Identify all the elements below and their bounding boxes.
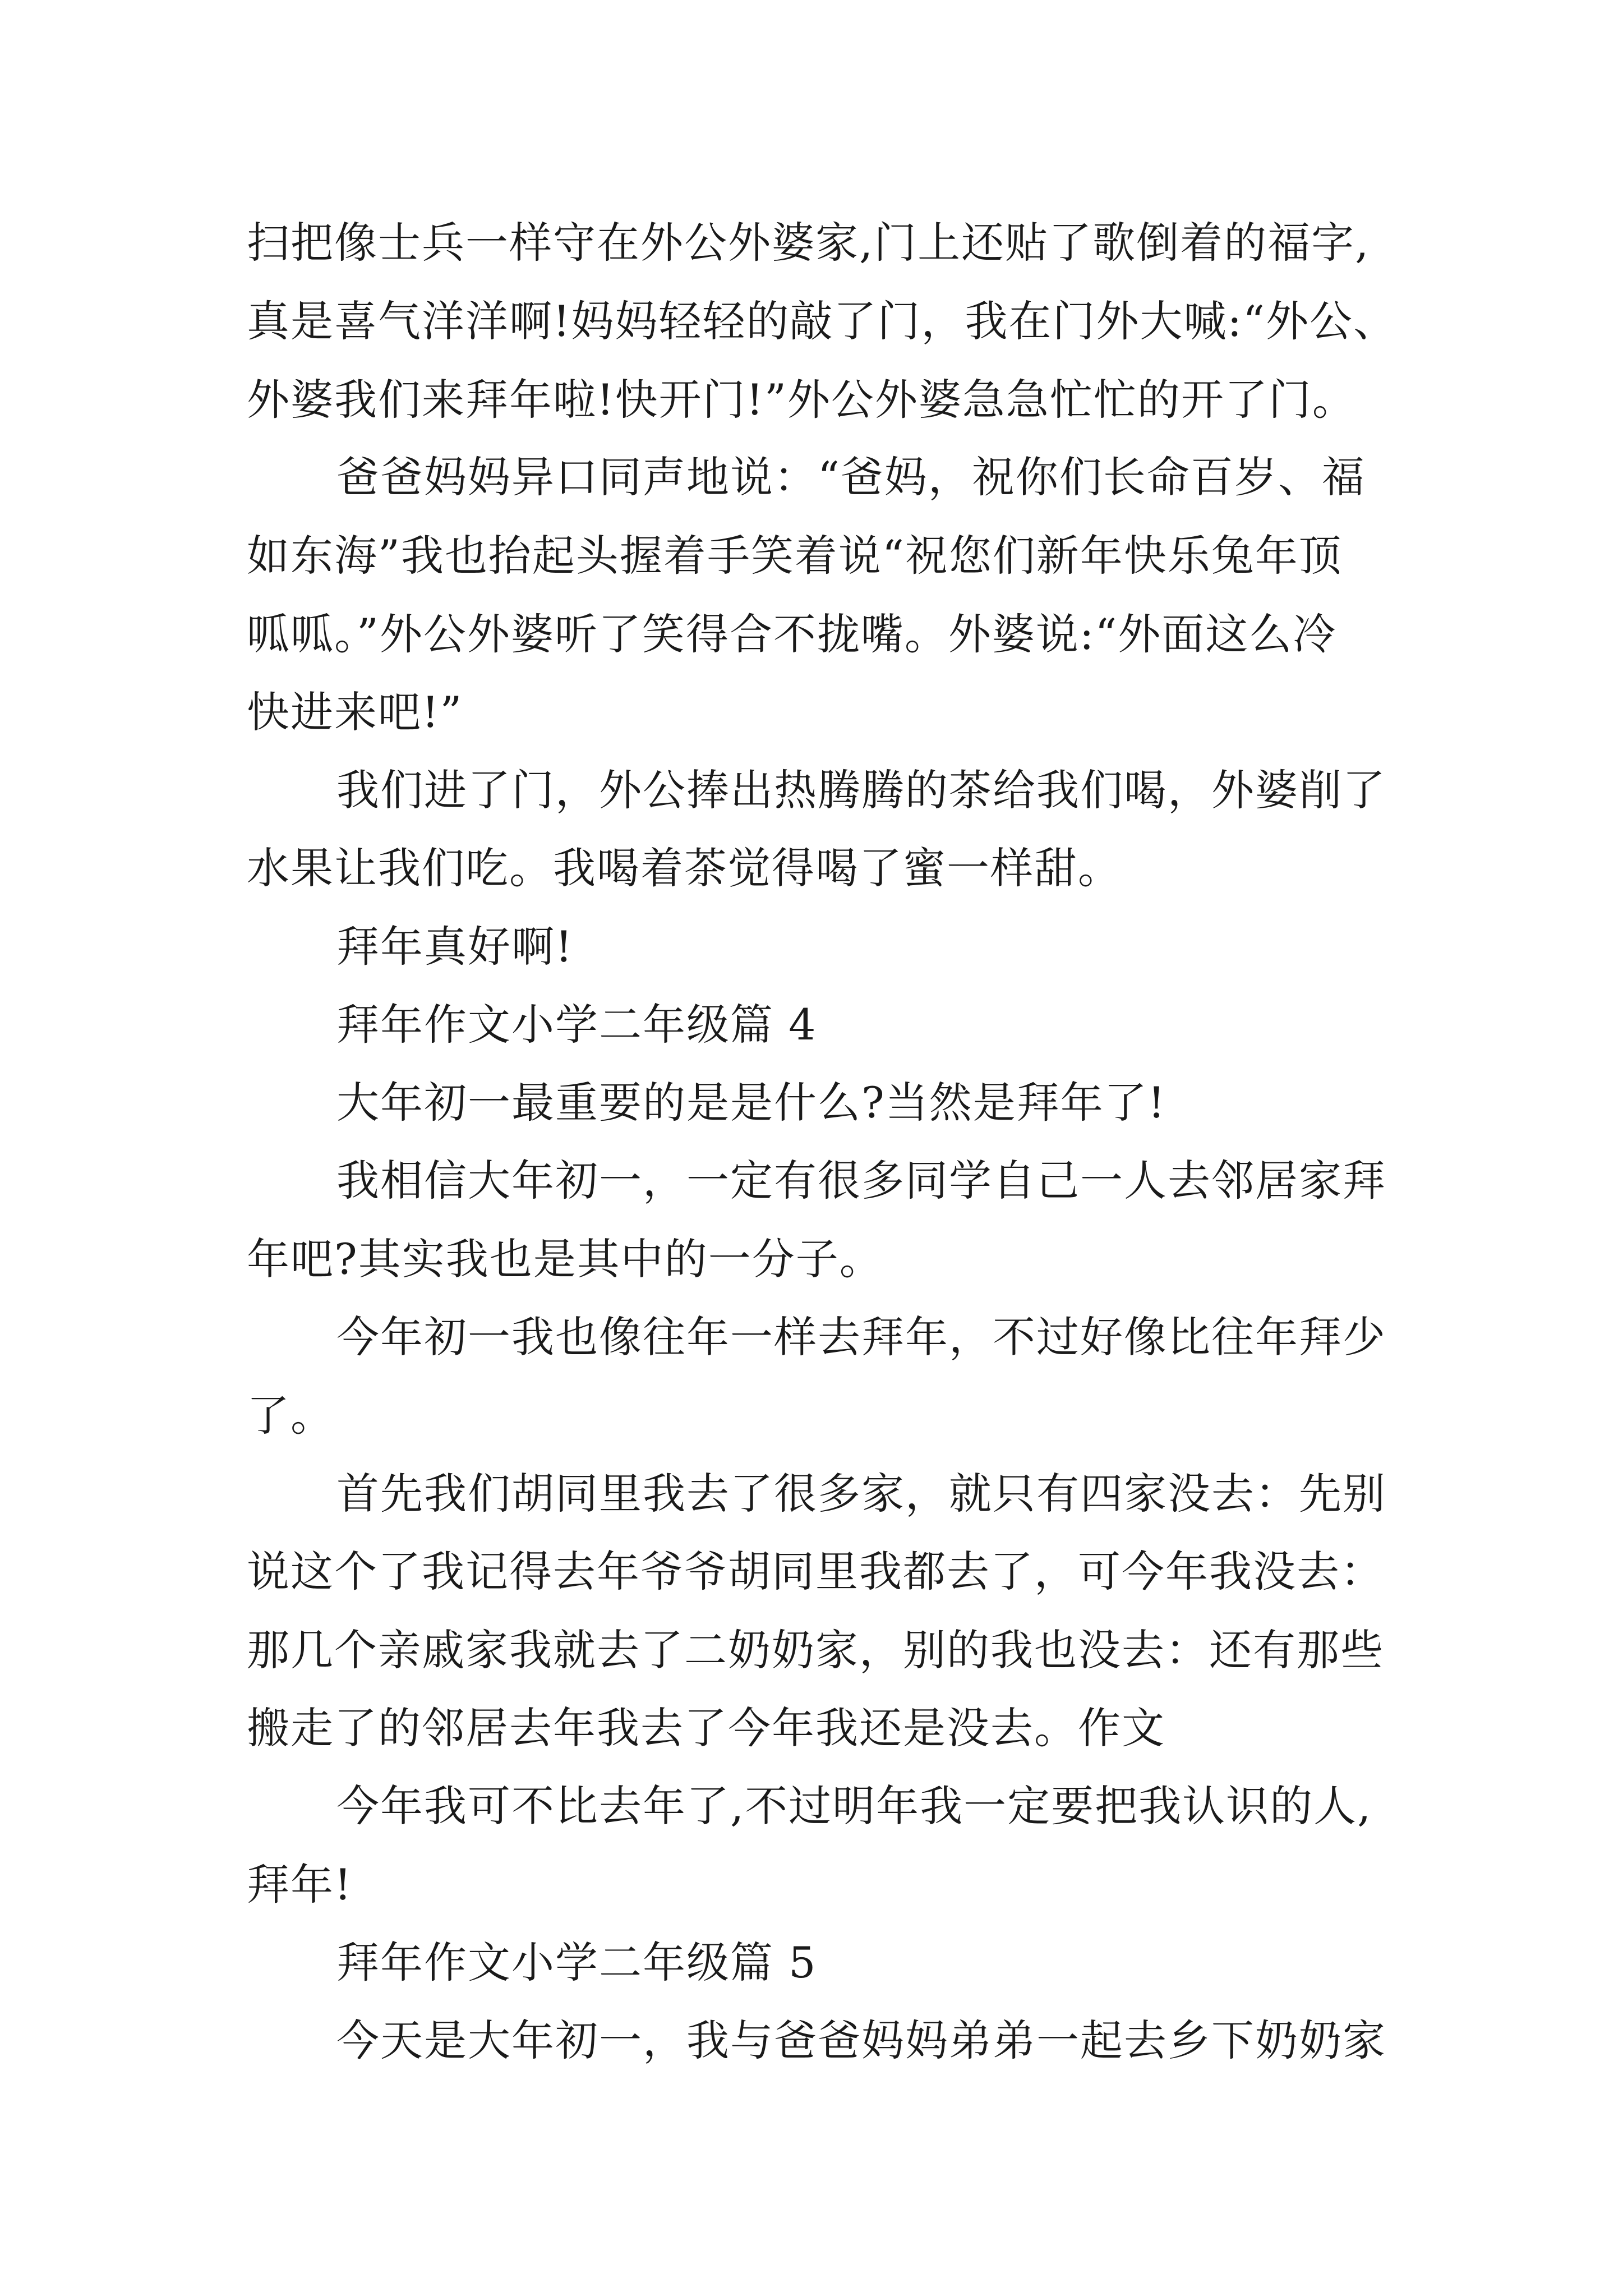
text-line: 今年初一我也像往年一样去拜年，不过好像比往年拜少 (336, 1312, 1386, 1362)
text-line: 扫把像士兵一样守在外公外婆家,门上还贴了歌倒着的福字, (247, 218, 1370, 268)
text-line: 真是喜气洋洋啊!妈妈轻轻的敲了门，我在门外大喊:“外公、 (247, 296, 1397, 346)
text-line: 我们进了门，外公捧出热腾腾的茶给我们喝，外婆削了 (336, 765, 1386, 815)
text-line: 大年初一最重要的是是什么?当然是拜年了! (336, 1078, 1166, 1128)
text-line: 今天是大年初一，我与爸爸妈妈弟弟一起去乡下奶奶家 (336, 2016, 1386, 2065)
text-line: 首先我们胡同里我去了很多家，就只有四家没去：先别 (336, 1469, 1386, 1519)
text-line: 说这个了我记得去年爷爷胡同里我都去了，可今年我没去： (247, 1547, 1384, 1596)
text-line: 如东海”我也抬起头握着手笑着说“祝您们新年快乐兔年顶 (247, 531, 1343, 581)
text-line: 爸爸妈妈异口同声地说：“爸妈，祝你们长命百岁、福 (336, 452, 1366, 502)
text-line: 搬走了的邻居去年我去了今年我还是没去。作文 (247, 1703, 1165, 1753)
text-line: 水果让我们吃。我喝着茶觉得喝了蜜一样甜。 (247, 843, 1122, 893)
text-line: 拜年! (247, 1860, 353, 1910)
text-line: 那几个亲戚家我就去了二奶奶家，别的我也没去：还有那些 (247, 1625, 1384, 1675)
section-heading: 拜年作文小学二年级篇 5 (336, 1938, 817, 1987)
text-line: 了。 (247, 1391, 334, 1441)
section-heading: 拜年作文小学二年级篇 4 (336, 1000, 817, 1050)
text-line: 呱呱。”外公外婆听了笑得合不拢嘴。外婆说:“外面这么冷 (247, 609, 1337, 659)
text-line: 年吧?其实我也是其中的一分子。 (247, 1234, 883, 1284)
text-line: 我相信大年初一，一定有很多同学自己一人去邻居家拜 (336, 1156, 1386, 1205)
text-line: 拜年真好啊! (336, 922, 574, 972)
text-line: 快进来吧!” (247, 687, 463, 737)
text-line: 外婆我们来拜年啦!快开门!”外公外婆急急忙忙的开了门。 (247, 375, 1356, 425)
text-line: 今年我可不比去年了,不过明年我一定要把我认识的人, (336, 1781, 1372, 1831)
